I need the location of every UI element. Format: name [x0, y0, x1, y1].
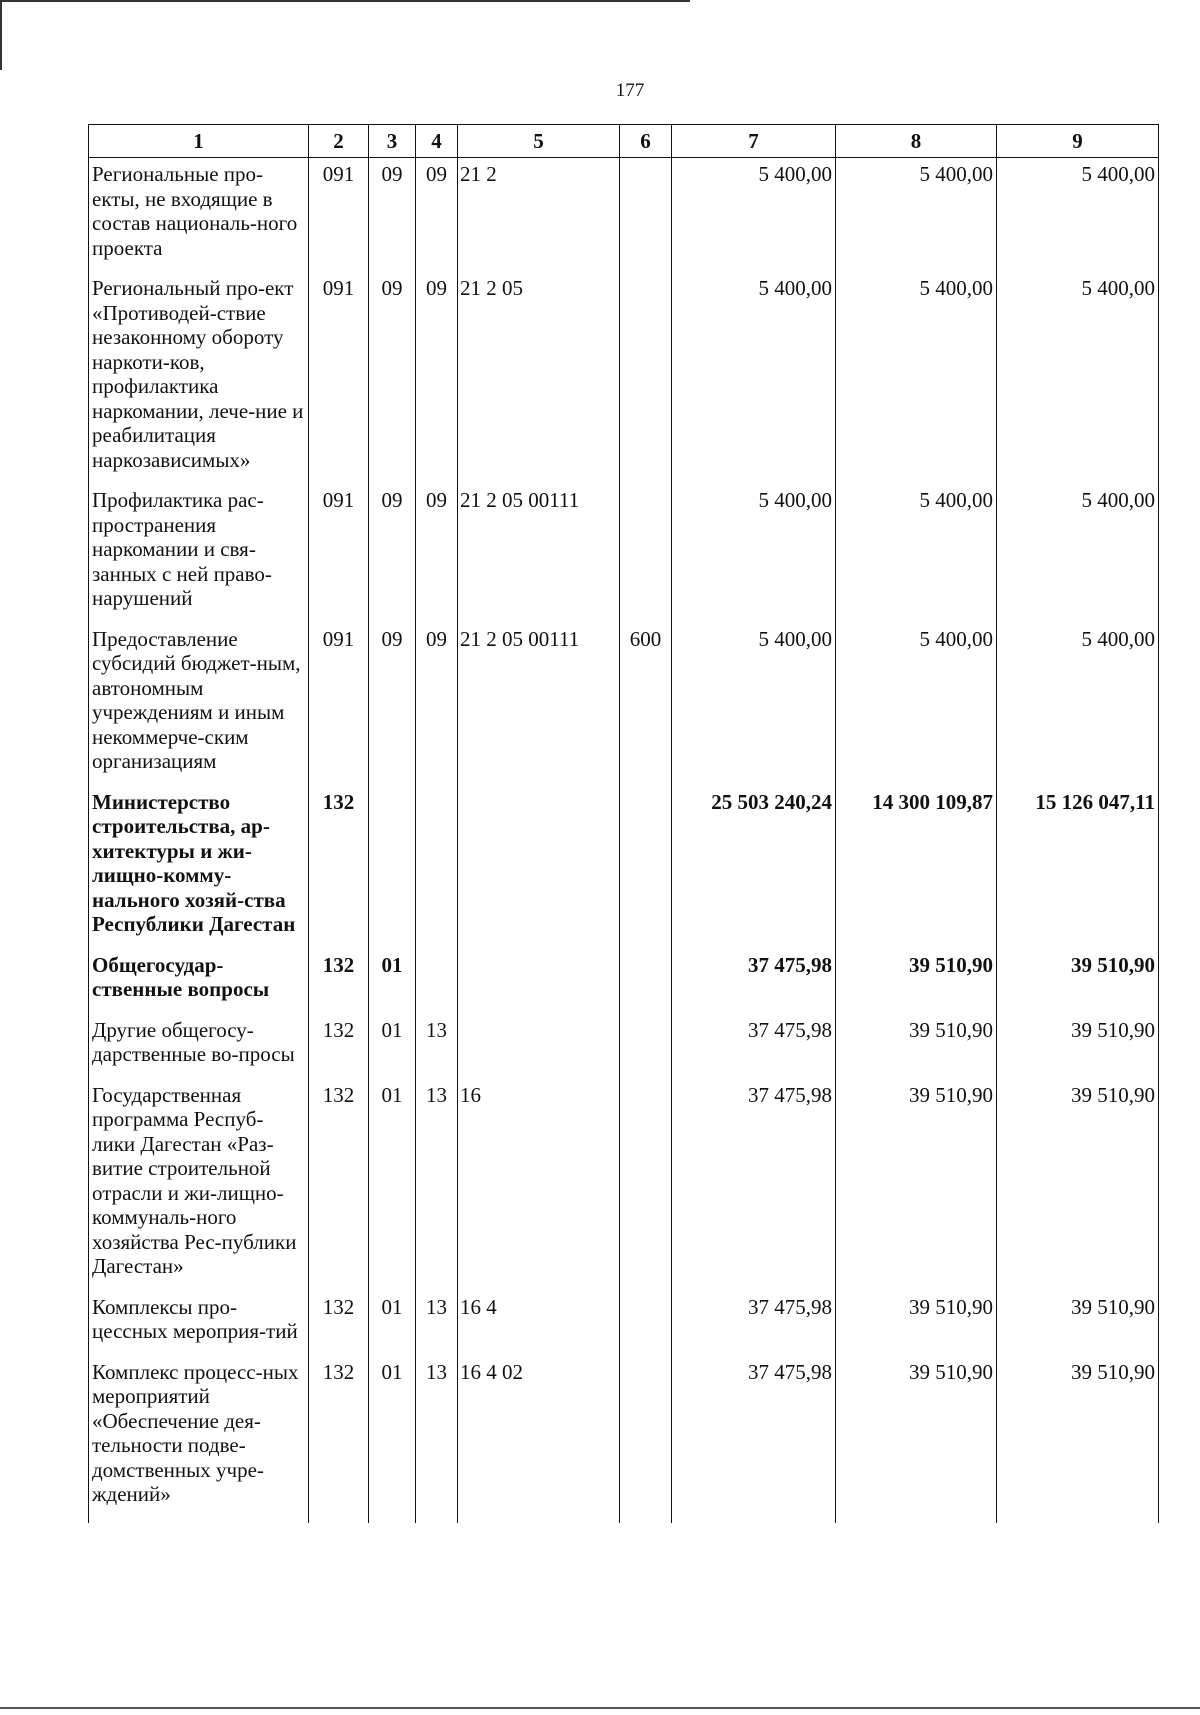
row-expense-type — [620, 488, 672, 627]
row-grbs: 132 — [309, 1360, 369, 1523]
row-target-article — [458, 953, 620, 1018]
table-row — [89, 276, 1159, 488]
row-subsection: 09 — [416, 488, 458, 627]
row-section: 09 — [369, 488, 416, 627]
row-amount-year3: 5 400,00 — [997, 627, 1159, 790]
table-row — [89, 627, 1159, 790]
row-amount-year2: 39 510,90 — [836, 1018, 997, 1083]
row-subsection: 09 — [416, 158, 458, 277]
row-section: 09 — [369, 158, 416, 277]
row-name: Другие общегосу-дарственные во-просы — [89, 1018, 309, 1083]
row-amount-year2: 39 510,90 — [836, 1083, 997, 1295]
row-amount-year1: 5 400,00 — [672, 488, 836, 627]
table-row — [89, 1295, 1159, 1360]
page-number: 177 — [615, 80, 645, 101]
table-body — [89, 158, 1159, 1523]
row-expense-type — [620, 158, 672, 277]
row-subsection — [416, 953, 458, 1018]
row-target-article: 16 — [458, 1083, 620, 1295]
row-name: Комплексы про-цессных мероприя-тий — [89, 1295, 309, 1360]
row-expense-type — [620, 1360, 672, 1523]
row-amount-year1: 37 475,98 — [672, 1295, 836, 1360]
row-amount-year3: 39 510,90 — [997, 1018, 1159, 1083]
row-expense-type — [620, 276, 672, 488]
row-section: 09 — [369, 276, 416, 488]
row-amount-year1: 5 400,00 — [672, 276, 836, 488]
table-header-row — [89, 125, 1159, 158]
row-section: 01 — [369, 1295, 416, 1360]
row-grbs: 091 — [309, 627, 369, 790]
row-amount-year3: 39 510,90 — [997, 953, 1159, 1018]
row-grbs: 091 — [309, 488, 369, 627]
row-amount-year2: 14 300 109,87 — [836, 790, 997, 953]
budget-table — [88, 124, 1159, 1523]
row-name: Региональные про-екты, не входящие в состав националь-ного проекта — [89, 158, 309, 277]
table-row — [89, 1018, 1159, 1083]
header-col-8: 8 — [836, 125, 997, 158]
scan-frame-top — [0, 0, 690, 2]
row-subsection: 13 — [416, 1295, 458, 1360]
row-section — [369, 790, 416, 953]
table-row — [89, 488, 1159, 627]
row-expense-type — [620, 1295, 672, 1360]
row-section: 01 — [369, 953, 416, 1018]
row-grbs: 132 — [309, 1295, 369, 1360]
row-target-article: 21 2 05 00111 — [458, 488, 620, 627]
row-subsection — [416, 790, 458, 953]
row-amount-year2: 39 510,90 — [836, 953, 997, 1018]
header-col-4: 4 — [416, 125, 458, 158]
row-subsection: 09 — [416, 627, 458, 790]
row-amount-year3: 39 510,90 — [997, 1360, 1159, 1523]
table-row — [89, 1360, 1159, 1523]
row-amount-year3: 39 510,90 — [997, 1083, 1159, 1295]
row-name: Комплекс процесс-ных мероприятий «Обеспечение дея-тельности подве-домственных учре-ждений» — [89, 1360, 309, 1523]
row-amount-year2: 5 400,00 — [836, 488, 997, 627]
table-row — [89, 1083, 1159, 1295]
header-col-3: 3 — [369, 125, 416, 158]
row-name: Государственная программа Респуб-лики Дагестан «Раз-витие строительной отрасли и жи-лищно-коммуналь-ного хозяйства Рес-публики Дагестан» — [89, 1083, 309, 1295]
row-amount-year2: 5 400,00 — [836, 627, 997, 790]
row-expense-type — [620, 1018, 672, 1083]
row-amount-year2: 39 510,90 — [836, 1295, 997, 1360]
row-grbs: 132 — [309, 953, 369, 1018]
row-subsection: 13 — [416, 1018, 458, 1083]
row-target-article — [458, 1018, 620, 1083]
scan-frame-left — [0, 0, 2, 70]
row-amount-year3: 5 400,00 — [997, 158, 1159, 277]
row-name: Общегосудар-ственные вопросы — [89, 953, 309, 1018]
row-amount-year1: 5 400,00 — [672, 158, 836, 277]
row-expense-type — [620, 790, 672, 953]
row-amount-year2: 5 400,00 — [836, 276, 997, 488]
row-grbs: 132 — [309, 1083, 369, 1295]
row-target-article — [458, 790, 620, 953]
header-col-1: 1 — [89, 125, 309, 158]
header-col-2: 2 — [309, 125, 369, 158]
row-expense-type: 600 — [620, 627, 672, 790]
table-row — [89, 953, 1159, 1018]
row-name: Региональный про-ект «Противодей-ствие незаконному обороту наркоти-ков, профилактика наркомании, лече-ние и реабилитация наркозависимых» — [89, 276, 309, 488]
row-target-article: 21 2 — [458, 158, 620, 277]
row-amount-year3: 5 400,00 — [997, 488, 1159, 627]
row-section: 01 — [369, 1018, 416, 1083]
row-amount-year3: 5 400,00 — [997, 276, 1159, 488]
row-grbs: 132 — [309, 1018, 369, 1083]
row-section: 09 — [369, 627, 416, 790]
row-name: Министерство строительства, ар-хитектуры и жи-лищно-комму-нального хозяй-ства Республики Дагестан — [89, 790, 309, 953]
row-target-article: 16 4 — [458, 1295, 620, 1360]
row-amount-year1: 5 400,00 — [672, 627, 836, 790]
row-target-article: 21 2 05 — [458, 276, 620, 488]
row-target-article: 16 4 02 — [458, 1360, 620, 1523]
row-subsection: 09 — [416, 276, 458, 488]
row-amount-year1: 37 475,98 — [672, 1360, 836, 1523]
header-col-7: 7 — [672, 125, 836, 158]
row-grbs: 091 — [309, 158, 369, 277]
row-expense-type — [620, 953, 672, 1018]
row-name: Предоставление субсидий бюджет-ным, автономным учреждениям и иным некоммерче-ским организациям — [89, 627, 309, 790]
header-col-9: 9 — [997, 125, 1159, 158]
row-amount-year1: 25 503 240,24 — [672, 790, 836, 953]
row-target-article: 21 2 05 00111 — [458, 627, 620, 790]
row-amount-year3: 39 510,90 — [997, 1295, 1159, 1360]
row-name: Профилактика рас-пространения наркомании и свя-занных с ней право-нарушений — [89, 488, 309, 627]
header-col-5: 5 — [458, 125, 620, 158]
row-amount-year2: 39 510,90 — [836, 1360, 997, 1523]
row-amount-year1: 37 475,98 — [672, 1083, 836, 1295]
table-row — [89, 790, 1159, 953]
row-amount-year2: 5 400,00 — [836, 158, 997, 277]
row-section: 01 — [369, 1083, 416, 1295]
row-amount-year3: 15 126 047,11 — [997, 790, 1159, 953]
row-amount-year1: 37 475,98 — [672, 1018, 836, 1083]
header-col-6: 6 — [620, 125, 672, 158]
row-grbs: 132 — [309, 790, 369, 953]
table-row — [89, 158, 1159, 277]
row-subsection: 13 — [416, 1360, 458, 1523]
row-amount-year1: 37 475,98 — [672, 953, 836, 1018]
row-expense-type — [620, 1083, 672, 1295]
scan-frame-bottom — [0, 1707, 1200, 1709]
row-grbs: 091 — [309, 276, 369, 488]
row-subsection: 13 — [416, 1083, 458, 1295]
row-section: 01 — [369, 1360, 416, 1523]
